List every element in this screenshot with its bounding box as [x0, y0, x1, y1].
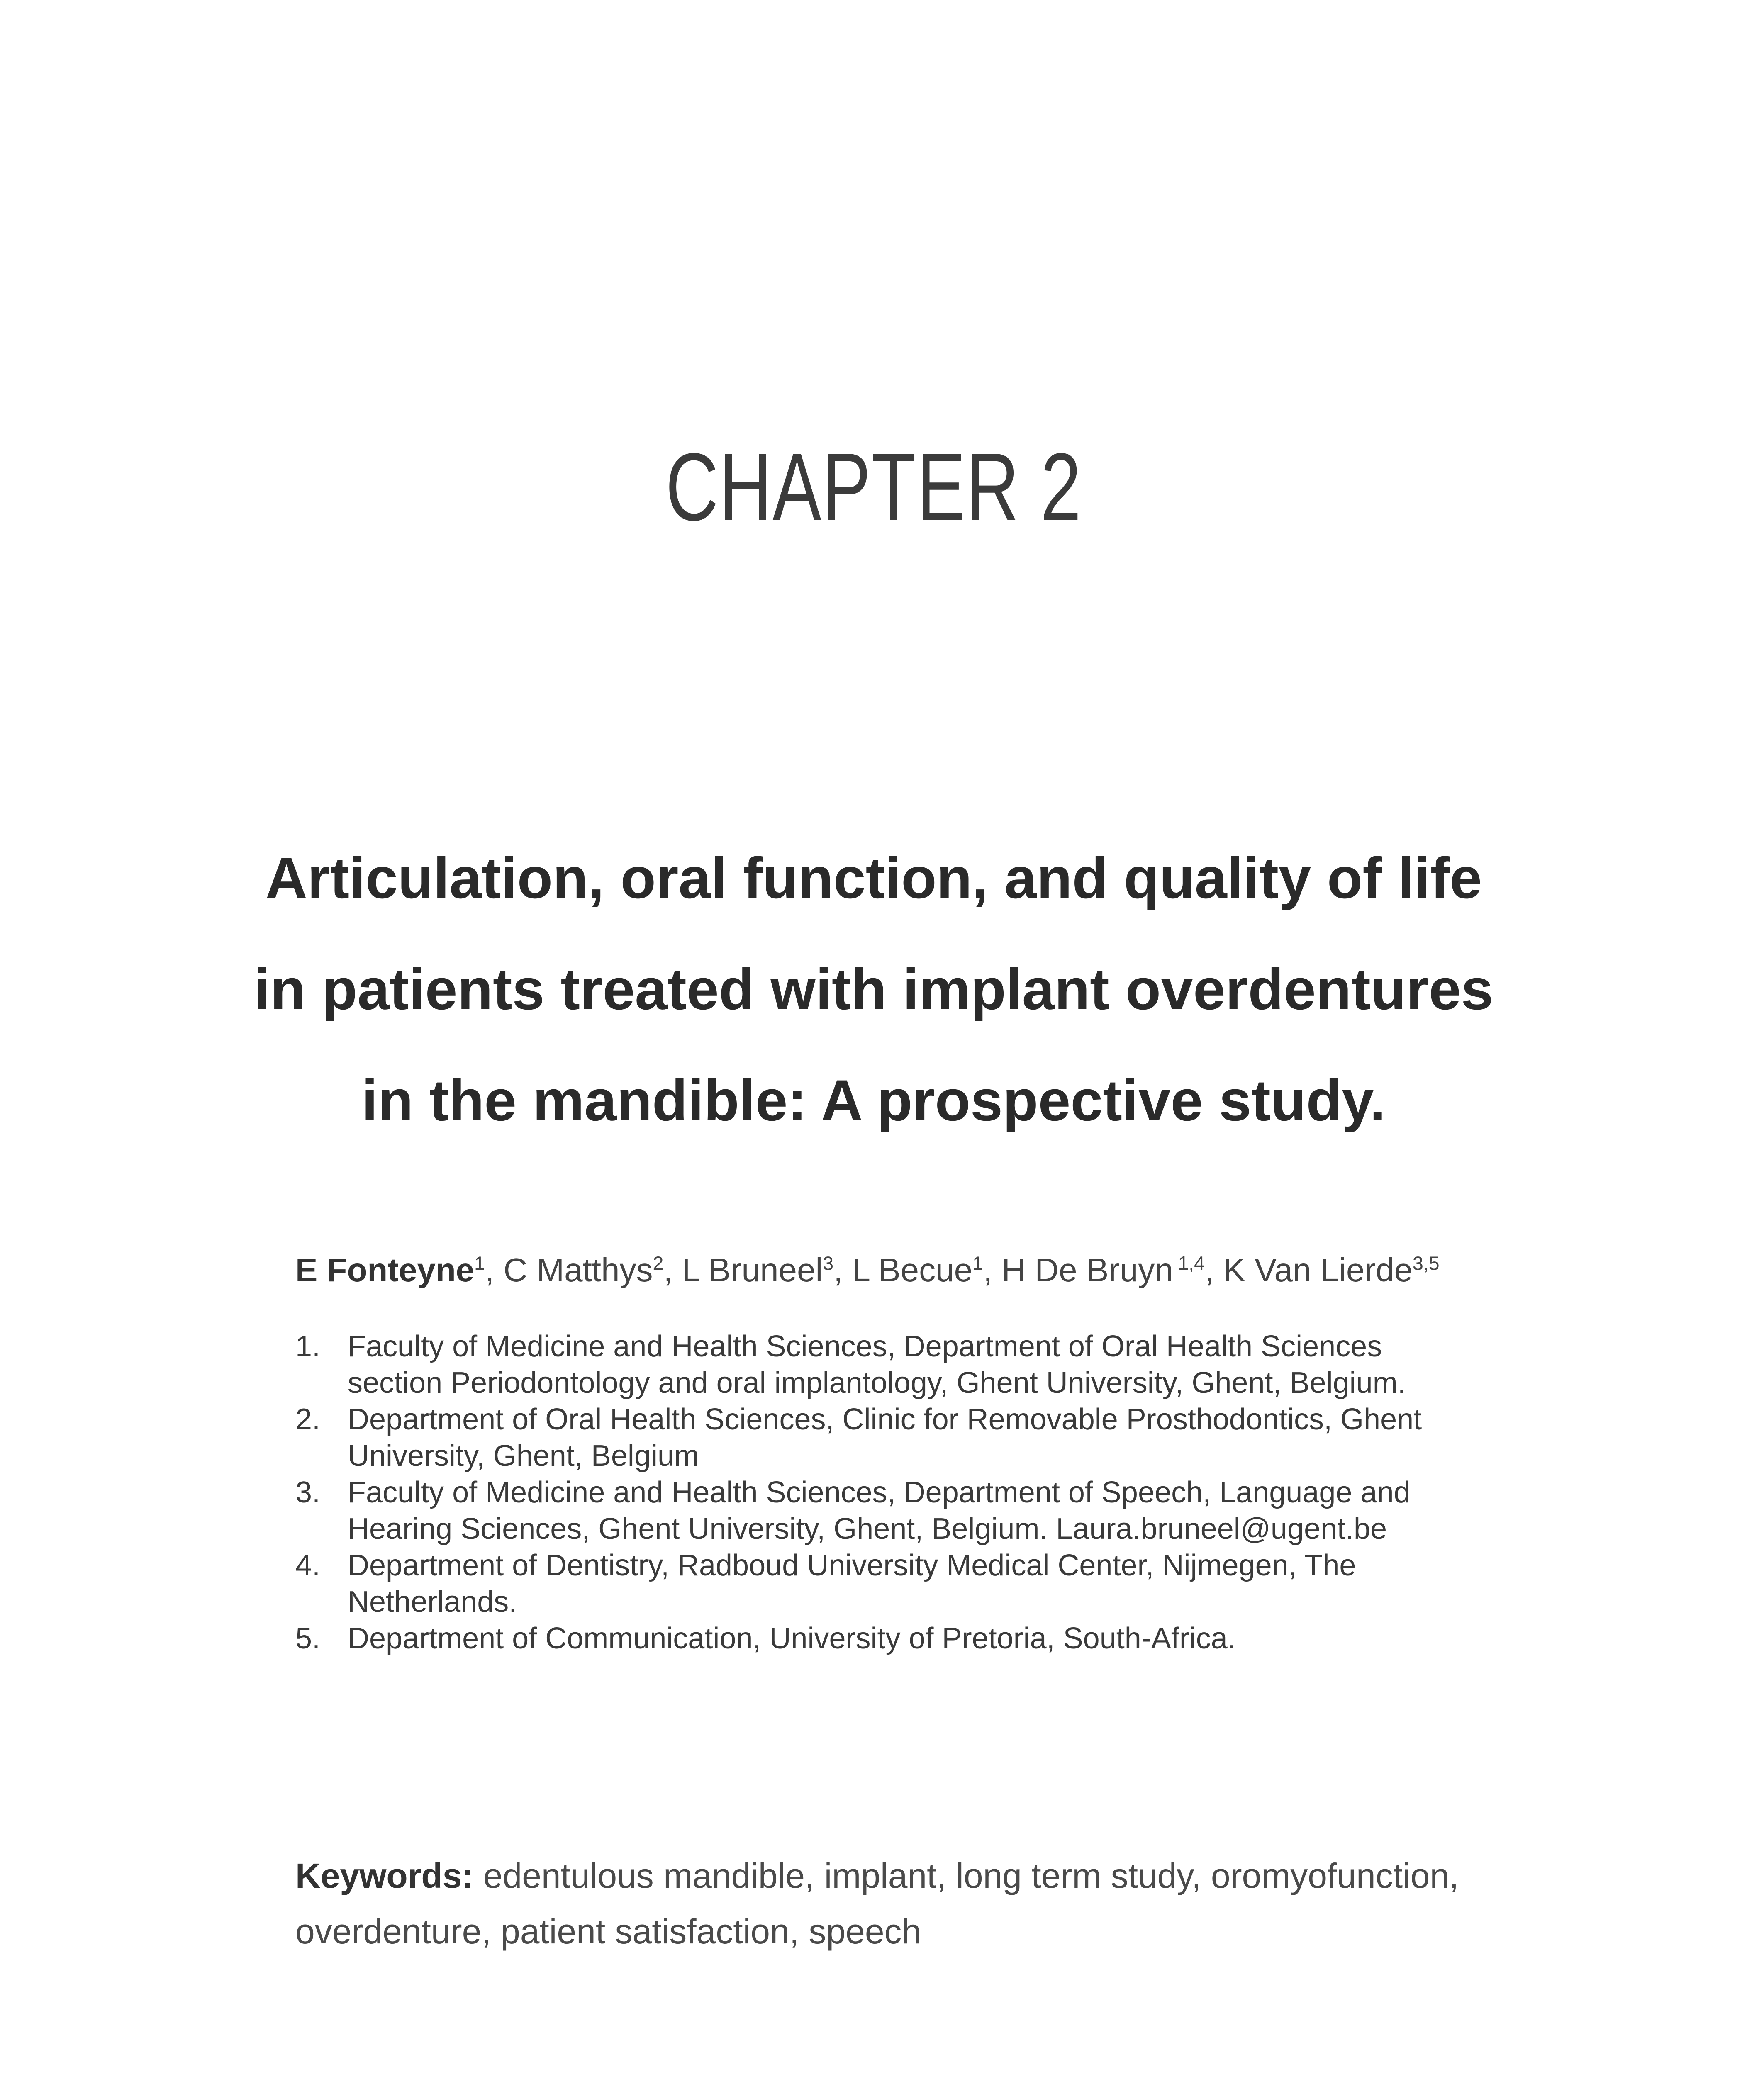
affiliation-number: 3. [295, 1476, 321, 1509]
author-name: L Bruneel [682, 1251, 823, 1288]
title-line: in the mandible: A prospective study. [361, 1068, 1386, 1133]
author-name: E Fonteyne [295, 1251, 475, 1288]
author-separator: , [663, 1251, 682, 1288]
keywords-text: edentulous mandible, implant, long term study, oromyofunction, overdenture, patient satisfaction, speech [295, 1856, 1459, 1951]
keywords [295, 1848, 1515, 1959]
affiliation-number: 5. [295, 1622, 321, 1655]
author-separator: , [1204, 1251, 1223, 1288]
author-affiliation-ref: 1 [972, 1252, 983, 1274]
affiliation-item [295, 1474, 1451, 1547]
affiliation-item [295, 1401, 1451, 1474]
author-name: C Matthys [503, 1251, 653, 1288]
author-separator: , [983, 1251, 1002, 1288]
author-affiliation-ref: 3,5 [1413, 1252, 1440, 1274]
affiliation-text: Faculty of Medicine and Health Sciences, Department of Oral Health Sciences section Periodontology and oral implantology, Ghent University, Ghent, Belgium. [348, 1330, 1406, 1400]
chapter-label: CHAPTER 2 [665, 433, 1082, 541]
affiliation-list [295, 1328, 1451, 1657]
author-separator: , [485, 1251, 504, 1288]
author-name: H De Bruyn [1001, 1251, 1173, 1288]
author-affiliation-ref: 1,4 [1178, 1252, 1205, 1274]
title-line: in patients treated with implant overdentures [254, 957, 1494, 1022]
affiliation-item [295, 1547, 1451, 1620]
author-affiliation-ref: 3 [823, 1252, 834, 1274]
affiliation-item [295, 1620, 1451, 1657]
paper-title [0, 823, 1747, 1156]
affiliation-text: Faculty of Medicine and Health Sciences, Department of Speech, Language and Hearing Sciences, Ghent University, Ghent, Belgium. Laura.bruneel@ugent.be [348, 1476, 1411, 1546]
author-affiliation-ref: 1 [474, 1252, 485, 1274]
author-separator: , [833, 1251, 852, 1288]
author-list [295, 1247, 1440, 1293]
affiliation-text: Department of Oral Health Sciences, Clinic for Removable Prosthodontics, Ghent University, Ghent, Belgium [348, 1403, 1422, 1473]
keywords-label: Keywords: [295, 1856, 474, 1895]
affiliation-number: 4. [295, 1549, 321, 1582]
affiliation-text: Department of Dentistry, Radboud University Medical Center, Nijmegen, The Netherlands. [348, 1549, 1356, 1619]
title-line: Articulation, oral function, and quality of life [265, 845, 1482, 910]
chapter-heading [0, 425, 1747, 550]
author-name: K Van Lierde [1223, 1251, 1413, 1288]
author-affiliation-ref: 2 [653, 1252, 664, 1274]
author-name: L Becue [852, 1251, 973, 1288]
affiliation-number: 1. [295, 1330, 321, 1363]
affiliation-text: Department of Communication, University of Pretoria, South-Africa. [348, 1622, 1236, 1655]
affiliation-number: 2. [295, 1403, 321, 1436]
affiliation-item [295, 1328, 1451, 1401]
